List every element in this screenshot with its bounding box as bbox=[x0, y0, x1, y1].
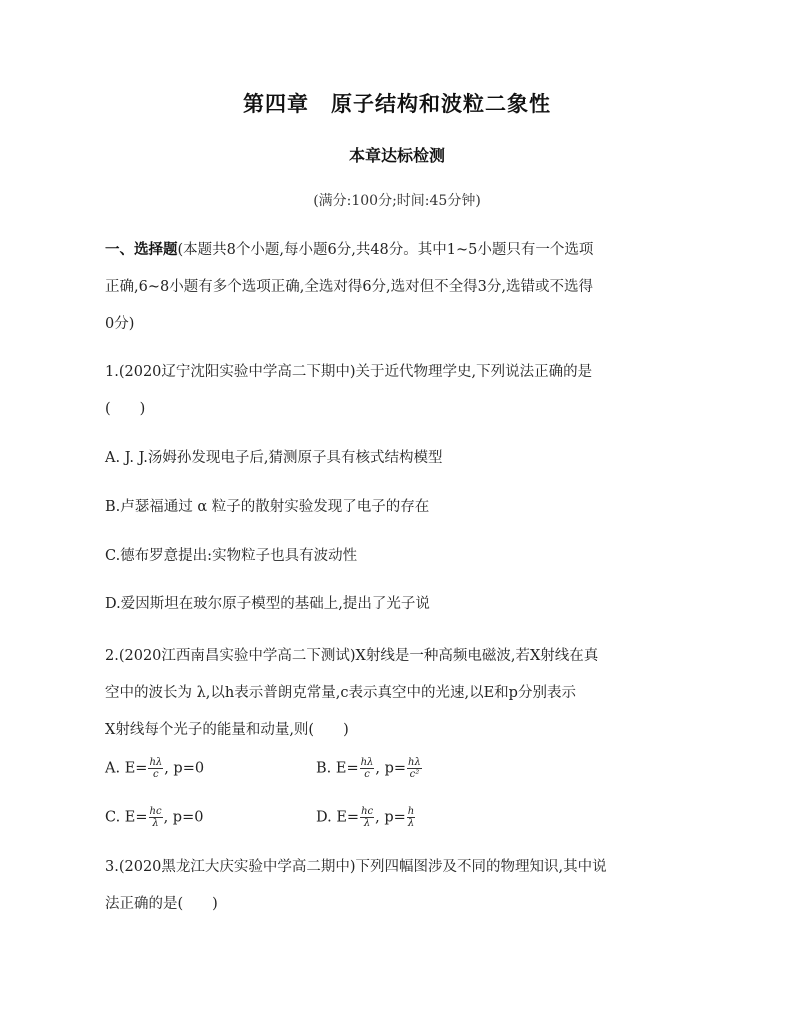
question-3-line-1: 3.(2020黑龙江大庆实验中学高二期中)下列四幅图涉及不同的物理知识,其中说 bbox=[105, 859, 607, 875]
question-1-option-c: C.德布罗意提出:实物粒子也具有波动性 bbox=[105, 548, 358, 564]
question-1-option-b: B.卢瑟福通过 α 粒子的散射实验发现了电子的存在 bbox=[105, 499, 430, 515]
question-3-line-2: 法正确的是( ) bbox=[105, 896, 218, 912]
question-2-line-1: 2.(2020江西南昌实验中学高二下测试)X射线是一种高频电磁波,若X射线在真 bbox=[105, 648, 599, 664]
section-line-3: 0分) bbox=[105, 316, 135, 332]
question-2-line-2: 空中的波长为 λ,以h表示普朗克常量,c表示真空中的光速,以E和p分别表示 bbox=[105, 685, 576, 701]
question-2-option-a: A. E= $\frac{h\lambda}{c}$ , p=0 bbox=[105, 757, 205, 780]
section-heading: 一、选择题 bbox=[105, 242, 178, 258]
section-line-1 bbox=[105, 232, 695, 269]
score-time-info: (满分:100分;时间:45分钟) bbox=[313, 193, 481, 209]
question-1-stem bbox=[105, 354, 695, 428]
question-2-line-3: X射线每个光子的能量和动量,则( ) bbox=[105, 722, 349, 738]
question-2-option-b: B. E= $\frac{h\lambda}{c}$ , p= $\frac{h\lambda}{\text{c²}}$ bbox=[316, 757, 421, 780]
section-instructions bbox=[105, 232, 695, 343]
question-2-stem bbox=[105, 638, 695, 749]
section-desc-1: (本题共8个小题,每小题6分,共48分。其中1~5小题只有一个选项 bbox=[177, 242, 594, 258]
fraction: $\frac{h\lambda}{c}$ bbox=[360, 757, 374, 780]
chapter-title: 第四章 原子结构和波粒二象性 bbox=[243, 92, 551, 116]
test-subtitle: 本章达标检测 bbox=[348, 146, 445, 165]
fraction: $\frac{hc}{\lambda}$ bbox=[149, 806, 162, 829]
question-2-option-c: C. E= $\frac{hc}{\lambda}$ , p=0 bbox=[105, 806, 204, 829]
question-2-option-d: D. E= $\frac{hc}{\lambda}$ , p= $\frac{h}{\lambda}$ bbox=[316, 806, 415, 829]
fraction: $\frac{hc}{\lambda}$ bbox=[361, 806, 374, 829]
question-1-option-a: A. J. J.汤姆孙发现电子后,猜测原子具有核式结构模型 bbox=[105, 450, 443, 466]
fraction: $\frac{h}{\lambda}$ bbox=[407, 806, 415, 829]
question-1-line-2: ( ) bbox=[105, 401, 146, 417]
fraction: $\frac{h\lambda}{\text{c²}}$ bbox=[408, 757, 421, 780]
question-1-option-d: D.爱因斯坦在玻尔原子模型的基础上,提出了光子说 bbox=[105, 596, 430, 612]
question-3-stem bbox=[105, 849, 695, 923]
section-line-2: 正确,6~8小题有多个选项正确,全选对得6分,选对但不全得3分,选错或不选得 bbox=[105, 279, 593, 295]
fraction: $\frac{h\lambda}{c}$ bbox=[149, 757, 163, 780]
question-1-line-1: 1.(2020辽宁沈阳实验中学高二下期中)关于近代物理学史,下列说法正确的是 bbox=[105, 364, 593, 380]
